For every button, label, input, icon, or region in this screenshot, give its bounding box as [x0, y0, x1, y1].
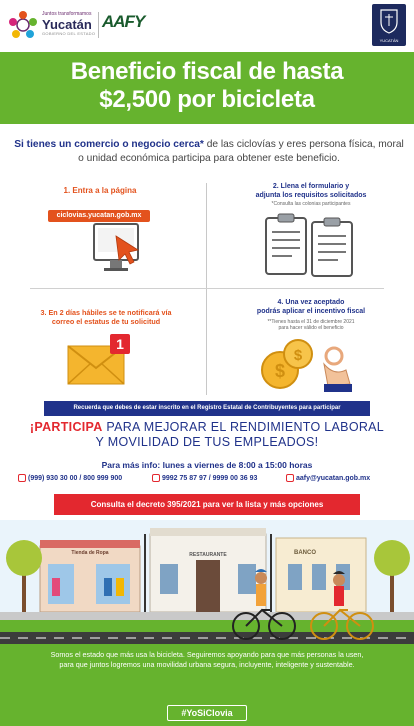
- step4-note-l2: para hacer válido el beneficio: [278, 325, 344, 331]
- gov-name: Yucatán: [42, 17, 92, 32]
- intro-text: [14, 138, 404, 166]
- step3-title-l2: correo el estatus de tu solicitud: [51, 317, 161, 326]
- title-banner: [0, 52, 414, 124]
- yucatan-wordmark: [42, 12, 95, 36]
- logo-divider: [98, 12, 99, 38]
- intro-bold: Si tienes un comercio o negocio cerca*: [14, 139, 204, 150]
- phone-2-wrap[interactable]: [152, 474, 257, 482]
- computer-screen-icon: [86, 222, 156, 278]
- svg-text:$: $: [274, 361, 286, 381]
- seal-label: YUCATÁN: [379, 38, 399, 43]
- step4-title-l2: podrás aplicar el incentivo fiscal: [256, 308, 366, 315]
- phone-1-wrap[interactable]: [18, 474, 122, 482]
- vertical-divider: [206, 183, 207, 395]
- contacts-row: [18, 474, 398, 486]
- phone-2: 9992 75 87 97 / 9999 00 36 93: [162, 474, 258, 482]
- whatsapp-icon: [152, 474, 160, 482]
- participa-line1: PARA MEJORAR EL RENDIMIENTO LABORAL: [102, 420, 385, 434]
- registry-notice: Recuerda que debes de estar inscrito en el Registro Estatal de Contribuyentes para participar: [44, 401, 370, 416]
- info-hours: Para más info: lunes a viernes de 8:00 a 15:00 horas: [101, 460, 313, 470]
- step1-title: 1. Entra a la página: [63, 186, 137, 195]
- email: aafy@yucatan.gob.mx: [296, 474, 371, 482]
- horizontal-divider: [30, 288, 384, 289]
- svg-text:$: $: [293, 347, 303, 364]
- step2-note: *Consulta las colonias participantes: [271, 201, 351, 207]
- footer-band: [0, 644, 414, 726]
- coins-icon: [258, 336, 358, 394]
- phone-icon: [18, 474, 26, 482]
- shop-1-sign: Tienda de Ropa: [71, 550, 109, 556]
- street-scene-illustration: [0, 520, 414, 644]
- step4-note-l1: **Tienes hasta el 31 de diciembre 2021: [267, 319, 355, 325]
- shop-2-sign: RESTAURANTE: [189, 552, 227, 558]
- hashtag-badge[interactable]: #YoSiClovia: [167, 705, 247, 721]
- decreto-button[interactable]: Consulta el decreto 395/2021 para ver la lista y más opciones: [54, 494, 360, 515]
- step4-note: [226, 319, 396, 331]
- phone-1: (999) 930 30 00 / 800 999 900: [28, 474, 123, 482]
- mail-icon: [286, 474, 294, 482]
- shield-icon: [372, 4, 406, 36]
- participa-callout: [10, 420, 404, 450]
- yucatan-logo: [8, 10, 38, 40]
- aafy-logo: AAFY: [102, 12, 145, 31]
- step3-title-l1: 3. En 2 días hábiles se te notificará vía: [40, 308, 172, 317]
- step4-title: [226, 298, 396, 316]
- gov-tagline: Juntos transformamos: [42, 11, 92, 17]
- gov-sub: GOBIERNO DEL ESTADO: [42, 31, 96, 36]
- footer-line-1: Somos el estado que más usa la bicicleta. Seguiremos apoyando para que más personas la usen,: [50, 650, 364, 659]
- shop-3-sign: BANCO: [294, 550, 316, 556]
- notification-badge: 1: [116, 336, 124, 352]
- step2-title-l2: adjunta los requisitos solicitados: [255, 192, 367, 199]
- step1-url[interactable]: ciclovias.yucatan.gob.mx: [48, 210, 150, 222]
- participa-line2: Y MOVILIDAD DE TUS EMPLEADOS!: [95, 435, 319, 449]
- step3-title: [16, 308, 196, 326]
- step2-title-l1: 2. Llena el formulario y: [272, 183, 350, 190]
- intro-rest: de las ciclovías y eres persona física, moral o unidad económica participa para obtener este beneficio.: [78, 139, 404, 164]
- step4-title-l1: 4. Una vez aceptado: [277, 299, 345, 306]
- footer-line-2: para que juntos logremos una movilidad urbana segura, incluyente, inteligente y sustentable.: [59, 660, 355, 669]
- header: [0, 0, 414, 52]
- envelope-icon: [64, 332, 138, 388]
- clipboard-icon: [262, 212, 358, 280]
- email-wrap[interactable]: [286, 474, 370, 482]
- banner-line-2: $2,500 por bicicleta: [99, 86, 315, 113]
- participa-bold: ¡PARTICIPA: [29, 420, 103, 434]
- state-seal: [372, 4, 406, 46]
- banner-line-1: Beneficio fiscal de hasta: [70, 58, 344, 85]
- step2-title: [226, 182, 396, 200]
- footer-text: [10, 650, 404, 670]
- steps-grid: [0, 178, 414, 400]
